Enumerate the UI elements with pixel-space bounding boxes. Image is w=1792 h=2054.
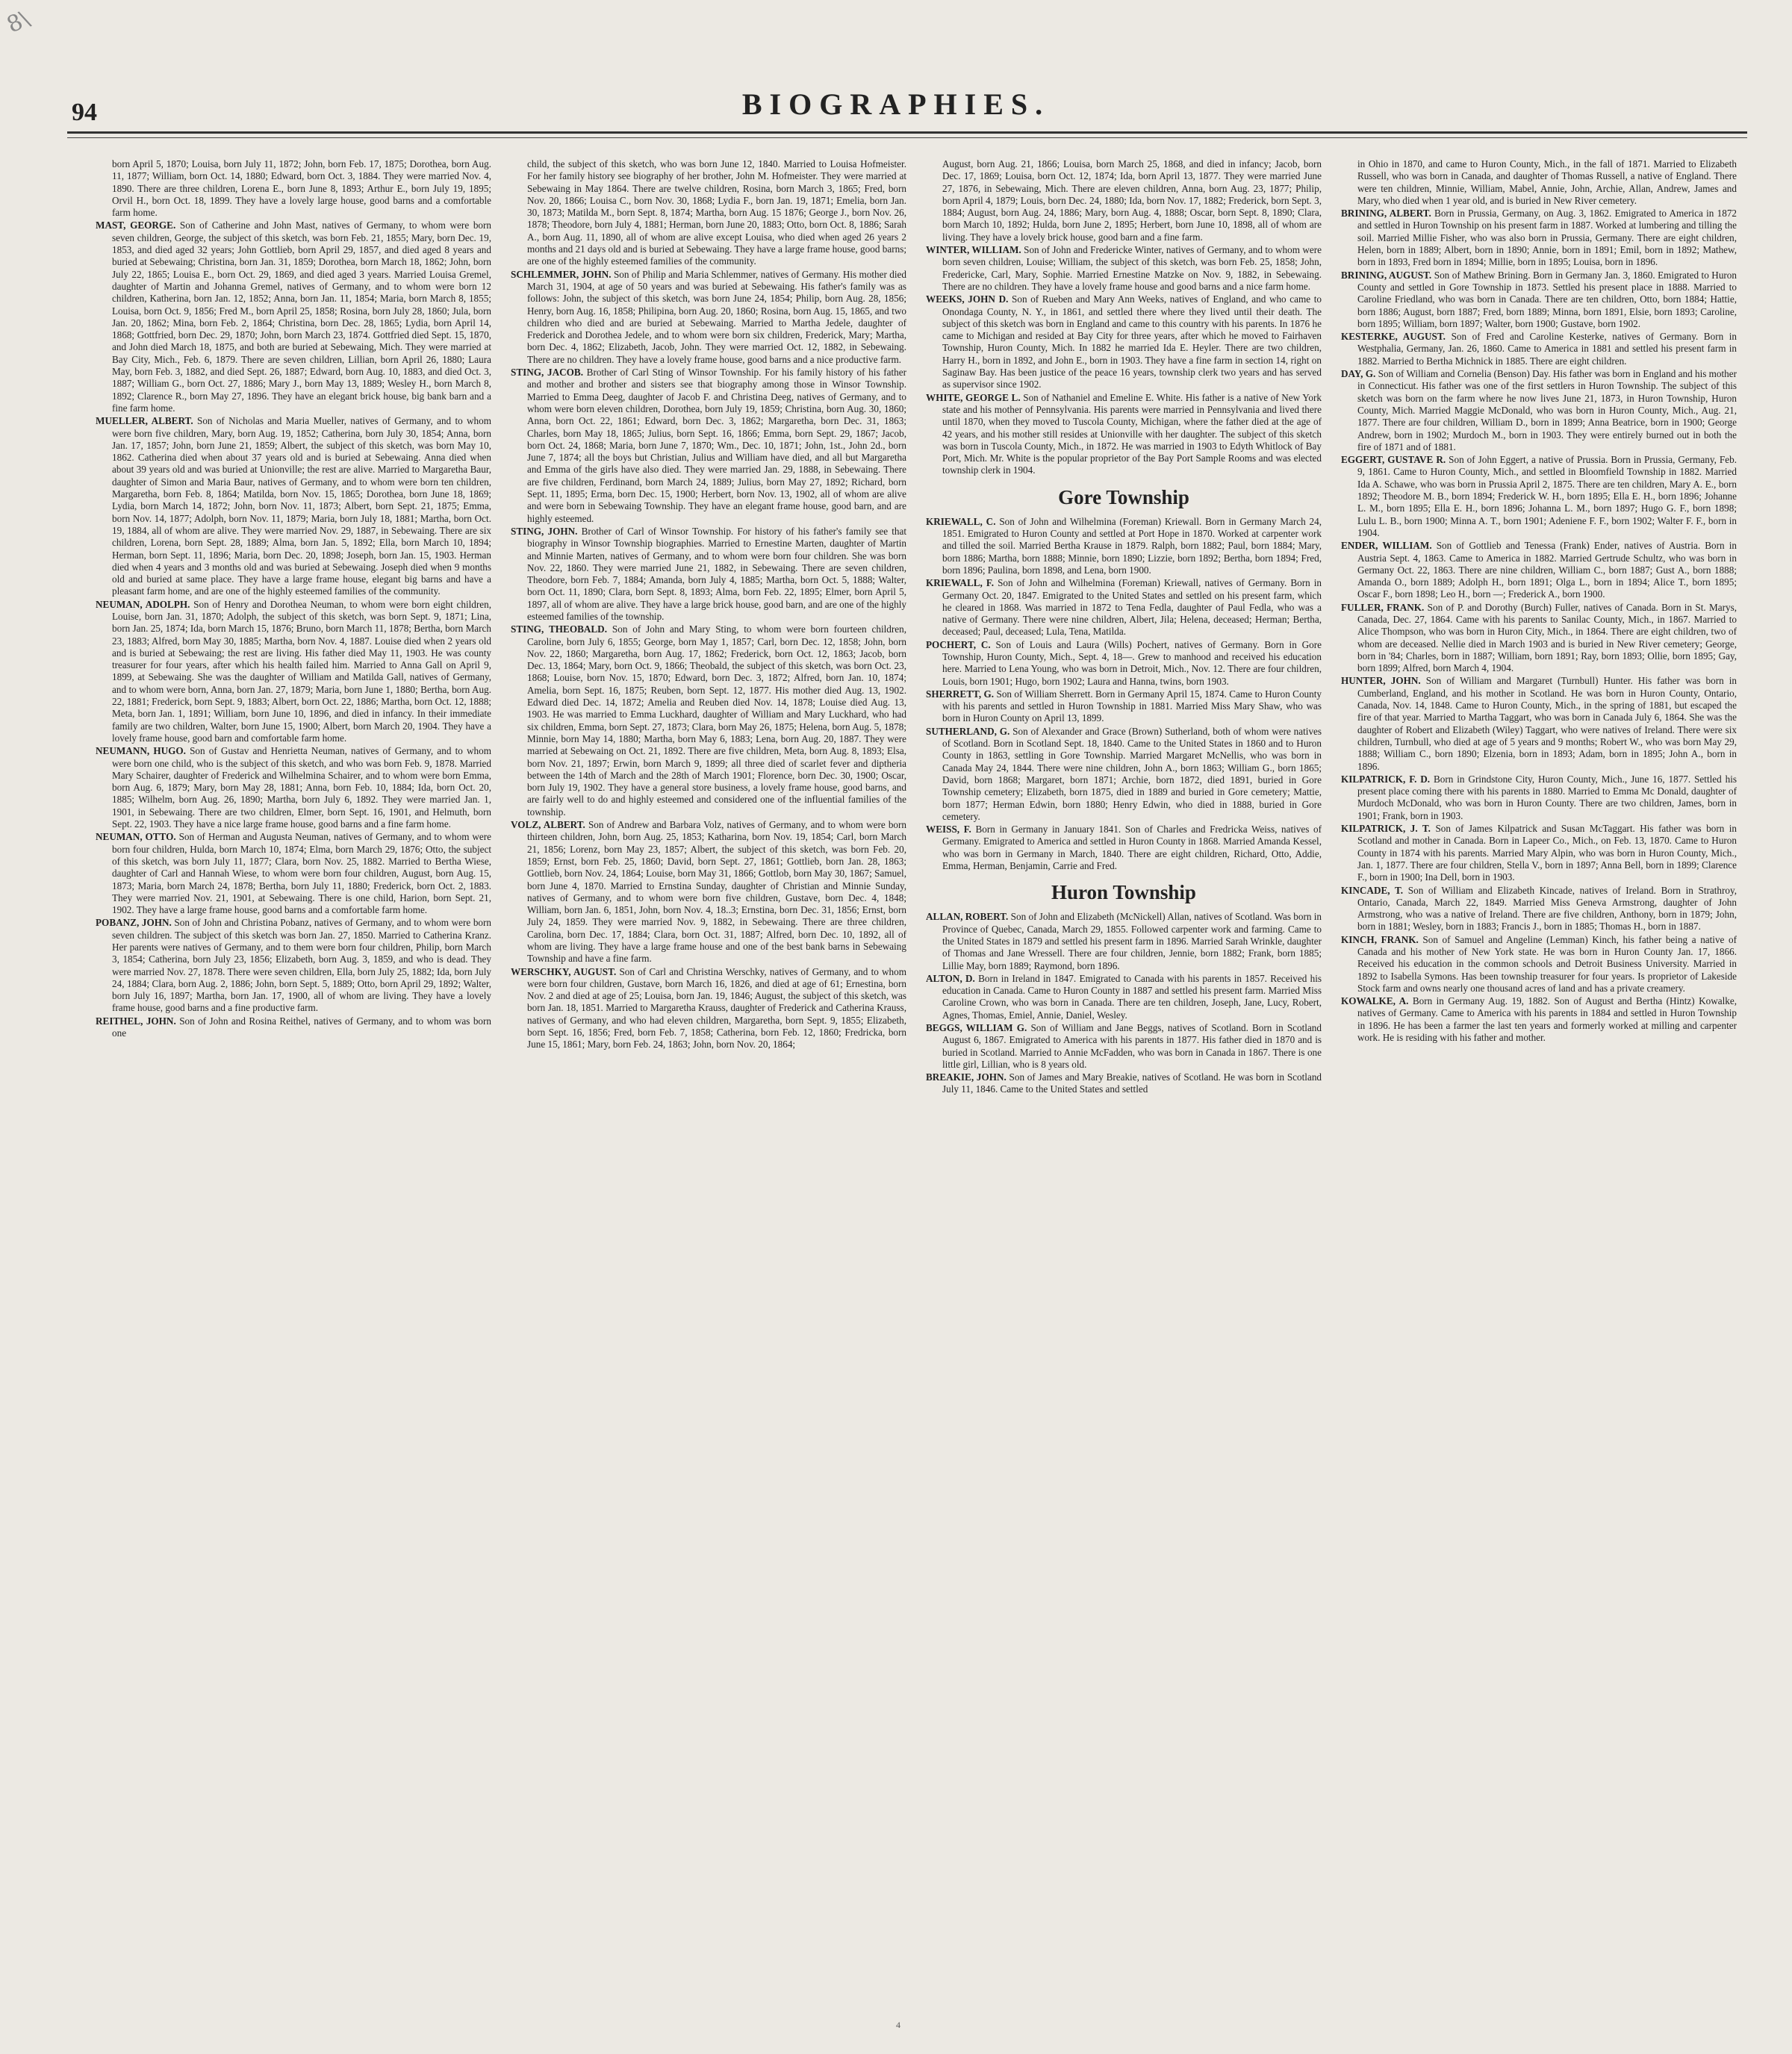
biography-entry (96, 745, 491, 830)
biography-entry (1341, 208, 1737, 268)
biography-text: Born in Ireland in 1847. Emigrated to Canada with his parents in 1857. Received his education in Canada. Came to Huron County in 1887 and settled his present farm. Married Miss Caroline Crown, who was born in Canada. There are ten children, Joseph, Jane, Lucy, Robert, Agnes, Thomas, Emiel, Annie, Daniel, Wesley. (942, 972, 1322, 1021)
biography-text: Son of John and Rosina Reithel, natives of Germany, and to whom was born one (112, 1015, 491, 1039)
biography-entry (926, 293, 1322, 390)
biography-text: Son of John and Wilhelmina (Foreman) Kriewall, natives of Germany. Born in Germany Oct. 20, 1847. Emigrated to the United States and settled on his present farm, which he cleared in 1868. Was married in 1872 to Tena Fedla, daughter of Paul Fedla, who was a native of Germany. There were nine children, Albert, Jila; Helena, deceased; Herman; Bertha, deceased; Paul, deceased; Lula, Tena, Matilda. (942, 577, 1322, 638)
biography-entry (1341, 270, 1737, 330)
biography-entry (926, 973, 1322, 1021)
biography-entry (96, 831, 491, 916)
biography-name: ALLAN, ROBERT. (926, 911, 1009, 923)
biography-name: NEUMANN, HUGO. (96, 745, 186, 757)
biography-text: Son of Andrew and Barbara Volz, natives of Germany, and to whom were born thirteen children, John, born Aug. 25, 1853; Katharina, born Nov. 19, 1854; Carl, born March 21, 1856; Lorenz, born May 23, 1857; Albert, the subject of this sketch, was born Feb. 20, 1859; Ernst, born Feb. 25, 1860; David, born Sept. 27, 1861; Gottlieb, born Jan. 28, 1863; Gottlieb, born Nov. 24, 1864; Louise, born May 31, 1866; Gottlob, born May 30, 1867; Samuel, born June 4, 1870. Married to Ernstina Sunday, daughter of Christian and Minnie Sunday, natives of Germany, and to whom were born five children, Gustave, born Dec. 4, 1848; William, born Jan. 6, 1851, John, born Nov. 4, 18..3; Ernstina, born Dec. 31, 1856; Ernst, born July 24, 1859. They were married Nov. 9, 1882, in Sebewaing. There are three children, Carolina, born Dec. 17, 1884; Clara, born Oct. 31, 1887; Alfred, born Dec. 10, 1892, all of whom are living. They have a large frame house and one of the best bank barns in Sebewaing Township and have a fine farm. (527, 819, 907, 965)
biography-name: WHITE, GEORGE L. (926, 391, 1021, 403)
biography-name: SHERRETT, G. (926, 688, 995, 700)
column-2 (511, 158, 906, 1052)
biography-text: Son of Herman and Augusta Neuman, natives of Germany, and to whom were born four children, Hulda, born March 10, 1874; Elma, born March 29, 1876; Otto, the subject of this sketch, was born July 11, 1877; Clara, born Nov. 25, 1882. Married to Bertha Wiese, daughter of Carl and Hannah Wiese, to whom were born four children, August, born Aug. 15, 1873; Maria, born March 24, 1878; Bertha, born July 11, 1880; Frederick, born Oct. 2, 1883. They were married Nov. 21, 1901, at Sebewaing. There is one child, Harion, born Sept. 21, 1902. They have a large frame house, good barns and a comfortable farm home. (112, 831, 492, 916)
footer-mark: 4 (896, 2020, 900, 2030)
biography-name: MUELLER, ALBERT. (96, 415, 193, 427)
biography-name: KILPATRICK, F. D. (1341, 773, 1431, 785)
biography-text: Son of Gottlieb and Tenessa (Frank) Ender, natives of Austria. Born in Austria Sept. 4, 1863. Came to America in 1882. Married Gertrude Schultz, who was born in Germany Oct. 22, 1863. There are nine children, William C., born 1887; Gust A., born 1888; Amanda O., born 1889; Adolph H., born 1891; Olga L., born in 1894; Alice T., born 1895; Oscar F., born 1898; Leo H., born —; Frederick A., born 1900. (1357, 540, 1737, 600)
biography-entry (926, 1022, 1322, 1071)
running-head: BIOGRAPHIES. (741, 87, 1051, 121)
biography-entry (926, 244, 1322, 293)
biography-text: Son of Carl and Christina Werschky, natives of Germany, and to whom were born four children, Gustave, born March 16, 1826, and died at age of 61; Ernestina, born Nov. 2 and died at age of 25; Louisa, born Jan. 19, 1846; August, the subject of this sketch, was born Jan. 18, 1851. Married to Margaretha Krauss, daughter of Frederick and Catherina Krauss, natives of Germany, and who had eleven children, Margaretha, born Sept. 9, 1855; Elizabeth, born Sept. 16, 1856; Fred, born Feb. 7, 1858; Catherina, born Feb. 12, 1860; Fredricka, born June 15, 1861; Mary, born Feb. 24, 1863; John, born Nov. 20, 1864; (527, 965, 906, 1051)
biography-name: POBANZ, JOHN. (96, 917, 172, 929)
biography-entry (511, 819, 906, 965)
biography-name: HUNTER, JOHN. (1341, 675, 1421, 687)
biography-name: ENDER, WILLIAM. (1341, 540, 1432, 552)
biography-text: Son of William Sherrett. Born in Germany April 15, 1874. Came to Huron County with his parents and settled in Huron Township in 1881. Married Miss Mary Shaw, who was born in Huron County on April 13, 1899. (942, 688, 1322, 724)
biography-text: Born in Germany in January 1841. Son of Charles and Fredricka Weiss, natives of Germany. Emigrated to America and settled in Huron County in 1868. Married Amanda Kessel, who was born in Germany in March, 1840. There are eight children, Richard, Otto, Addie, Emma, Herman, Benjamin, Carrie and Fred. (942, 824, 1322, 872)
biography-text: Son of Philip and Maria Schlemmer, natives of Germany. His mother died March 31, 1904, at age of 50 years and was buried at Sebewaing. His father's family was as follows: John, the subject of this sketch, was born June 24, 1854; Philip, born Aug. 28, 1856; Henry, born Aug. 16, 1858; Philipina, born Aug. 20, 1860; Rosina, born Aug. 15, 1865, and two children who died and are buried at Sebewaing. Married to Martha Jedele, daughter of Frederick and Dorothea Jedele, and to whom were born six children, Frederick, Mary; Martha, born Dec. 4, 1862; Elizabeth, Jacob, John. They were married Oct. 12, 1882, in Sebewaing. There are no children. They have a lovely frame house, good barns and a nice productive farm. (527, 268, 906, 365)
biography-name: BREAKIE, JOHN. (926, 1071, 1007, 1083)
biography-entry (1341, 454, 1737, 539)
biography-text: Son of John and Christina Pobanz, natives of Germany, and to whom were born seven children. The subject of this sketch was born Jan. 27, 1850. Married to Catherina Kranz. Her parents were natives of Germany, and to them were born four children, Philip, born March 3, 1854; Catherina, born July 23, 1856; Elizabeth, born Aug. 3, 1859, and who is dead. They were married Nov. 27, 1878. There were seven children, Ella, born July 25, 1882; Ida, born July 24, 1884; Clara, born Aug. 2, 1886; John, born Sept. 5, 1889; Otto, born April 29, 1892; Walter, born July 16, 1897; Martha, born Jan. 17, 1900, all of whom are living. They have a lovely frame house, good barns and a fine productive farm. (112, 917, 492, 1014)
biography-entry (511, 269, 906, 366)
biography-name: WINTER, WILLIAM. (926, 244, 1021, 256)
biography-name: SUTHERLAND, G. (926, 725, 1010, 737)
biography-entry (1341, 331, 1737, 367)
biography-entry (511, 623, 906, 818)
biography-name: VOLZ, ALBERT. (511, 819, 585, 831)
biography-text: Son of Louis and Laura (Wills) Pochert, natives of Germany. Born in Gore Township, Huron County, Mich., Sept. 4, 18—. Grew to manhood and received his education here. Married to Lena Young, who was born in Detroit, Mich., Nov. 12. There are four children, Louis, born 1901; Hugo, born 1902; Laura and Hanna, twins, born 1903. (942, 638, 1322, 687)
biography-text: Son of Nathaniel and Emeline E. White. His father is a native of New York state and his mother of Pennsylvania. His parents were married in Pennsylvania and lived there until 1870, when they moved to Tuscola County, Michigan, where the father died at the age of 42 years, and his mother still resides at Unionville with her daughter. The subject of this sketch was born in Tuscola County, Mich., in 1872. He was married in 1903 to Edyth Whitlock of Bay Port, Mich. Mr. White is the popular proprietor of the Bay Port Sample Rooms and was elected township clerk in 1904. (942, 391, 1322, 476)
header-rule (67, 131, 1747, 134)
biography-entry (511, 526, 906, 623)
column-4 (1341, 158, 1737, 1045)
biography-name: WEISS, F. (926, 824, 971, 835)
biography-text: Son of James and Mary Breakie, natives of Scotland. He was born in Scotland July 11, 1846. Came to the United States and settled (942, 1071, 1322, 1095)
biography-name: STING, THEOBALD. (511, 623, 608, 635)
biography-text: Son of John Eggert, a native of Prussia. Born in Prussia, Germany, Feb. 9, 1861. Came to Huron County, Mich., and settled in Bloomfield Township in 1882. Married Ida A. Schawe, who was born in Prussia April 2, 1875. There are ten children, Mary A. E., born 1892; Theodore M. B., born 1894; Frederick W. H., born 1895; Ella E. H., born 1896; Johanne L. M., born 1895; Ella E. H., born 1896; Johanna L. M., born 1897; Hugo G. F., born 1898; Lulu L. B., born 1900; Minna A. T., born 1901; Adeniene F. F., born 1902; Walter F. F., born in 1904. (1357, 454, 1737, 538)
biography-text: Son of Henry and Dorothea Neuman, to whom were born eight children, Louise, born Jan. 31, 1870; Adolph, the subject of this sketch, was born Sept. 9, 1871; Lina, born Jan. 25, 1874; Ida, born March 15, 1876; Bruno, born March 11, 1878; Bertha, born March 23, 1883; Alfred, born May 30, 1885; Martha, born Nov. 4, 1887. Louise died when 2 years old and is buried at Sebewaing; the rest are living. His father died May 11, 1903. He was county treasurer for four years, after which his health failed him. Married to Anna Gall on April 9, 1899, at Sebewaing. She was the daughter of William and Matilda Gall, natives of Germany, and to whom were born, Anna, born Jan. 27, 1879; Maria, born June 1, 1880; Bertha, born Aug. 22, 1881; Frederick, born Sept. 9, 1883; Albert, born Oct. 22, 1886; Martha, born Oct. 12, 1888; Meta, born Jan. 1, 1891; William, born June 10, 1896, and died in infancy. In their immediate family are two children, Walter, born June 15, 1900; Albert, born March 20, 1904. They have a lovely frame house, good barn and comfortable farm home. (112, 598, 492, 744)
biography-name: DAY, G. (1341, 368, 1376, 380)
biography-entry (926, 688, 1322, 725)
biography-entry (96, 220, 491, 414)
biography-entry (96, 917, 491, 1014)
biography-name: KESTERKE, AUGUST. (1341, 331, 1446, 343)
biography-entry (926, 577, 1322, 638)
biography-name: REITHEL, JOHN. (96, 1015, 176, 1027)
biography-entry (1341, 885, 1737, 933)
biography-text: Son of Samuel and Angeline (Lemman) Kinch, his father being a native of Canada and his mother of New York state. He was born in Huron County Jan. 17, 1866. Received his education in the common schools and Detroit Business University. Married in 1892 to Isabella Symons. Has been township treasurer for four years. Is proprietor of Lakeside Stock farm and owns nearly one thousand acres of land and has a private creamery. (1357, 933, 1737, 994)
biography-name: SCHLEMMER, JOHN. (511, 268, 612, 280)
biography-text: August, born Aug. 21, 1866; Louisa, born March 25, 1868, and died in infancy; Jacob, born Dec. 17, 1869; Louisa, born Oct. 12, 1874; Ida, born April 13, 1877. They were married June 27, 1876, in Sebewaing, Mich. There are eleven children, Anna, born Aug. 23, 1877; Philip, born April 4, 1879; Louis, born Dec. 24, 1880; Ida, born Nov. 17, 1882; Frederick, born Sept. 3, 1884; August, born Aug. 24, 1886; Mary, born Aug. 4, 1888; Oscar, born Sept. 8, 1890; Clara, born March 10, 1892; Hulda, born June 2, 1895; Herbert, born June 10, 1898, all of whom are living. They have a lovely brick house, good barn and a fine farm. (942, 158, 1322, 243)
biography-name: STING, JOHN. (511, 525, 578, 537)
biography-name: WERSCHKY, AUGUST. (511, 965, 617, 977)
biography-text: Son of P. and Dorothy (Burch) Fuller, natives of Canada. Born in St. Marys, Canada, Dec. 27, 1864. Came with his parents to Sanilac County, Mich., in 1867. Married to Alice Thompson, who was born in Huron City, Mich., in 1864. There are eight children, two of whom are deceased. Nellie died in March 1903 and is buried in New River cemetery; George, born in '84; Charles, born in 1887; William, born 1891; Ray, born 1893; Ollie, born 1895; Gay, born 1899; Alfred, born March 4, 1904. (1357, 601, 1737, 674)
biography-text: Son of William and Elizabeth Kincade, natives of Ireland. Born in Strathroy, Ontario, Canada, March 22, 1849. Married Miss Geneva Armstrong, daughter of John Armstrong, who was a native of Ireland. There are five children, Anthony, born in 1879; John, born in 1881; Wesley, born in 1883; Francis J., born in 1885; Thomas H., born in 1887. (1357, 884, 1737, 933)
biography-text: Son of Catherine and John Mast, natives of Germany, to whom were born seven children, George, the subject of this sketch, was born Feb. 21, 1855; Mary, born Dec. 19, 1853, and died aged 32 years; John Gottlieb, born April 29, 1857, and died aged 8 years and buried at Sebewaing; Christina, born Jan. 31, 1859; Dorothea, born March 18, 1862; John, born July 22, 1865; Louisa E., born Oct. 29, 1869, and died aged 3 years. Married Louisa Gremel, daughter of Martin and Johanna Gremel, natives of Germany, and to whom were born 12 children, Katherina, born Jan. 12, 1852; Anna, born Jan. 11, 1854; Maria, born March 8, 1855; Louisa, born Oct. 9, 1856; Fred M., born April 25, 1858; Rosina, born July 28, 1860; Jula, born Jan. 20, 1862; Mina, born Feb. 2, 1864; Christina, born Dec. 28, 1865; Lydia, born April 14, 1868; Gottfried, born Dec. 29, 1870; John, born March 23, 1874. Gottfried died Sept. 15, 1870, and John died March 18, 1875, and both are buried at Sebewaing, Mich. They were married at Bay City, Mich., Feb. 6, 1879. There are seven children, Lillian, born April 26, 1880; Laura May, born Feb. 3, 1882, and died Sept. 26, 1887; Edward, born Aug. 10, 1883, and died Oct. 3, 1887; William G., born Oct. 27, 1886; Mary J., born May 13, 1889; Wesley H., born March 8, 1892; Clarence R., born May 27, 1896. They have an elegant brick house, big bank barn and a fine farm home. (112, 220, 492, 414)
biography-text: Son of John and Elizabeth (McNickell) Allan, natives of Scotland. Was born in Province of Quebec, Canada, March 29, 1855. Followed carpenter work and farming. Came to the United States in 1879 and settled his present farm in 1896. Married Sarah Wrinkle, daughter of Thomas and Jane Wressell. There are four children, Jennie, born 1882; Frank, born 1885; Lillie May, born 1889; Raymond, born 1896. (942, 911, 1322, 971)
biography-name: BEGGS, WILLIAM G. (926, 1022, 1027, 1033)
biography-name: NEUMAN, OTTO. (96, 831, 176, 843)
biography-text: Son of William and Jane Beggs, natives of Scotland. Born in Scotland August 6, 1867. Emigrated to America with his parents in 1877. His father died in 1870 and is buried in Scotland. Married to Annie McFadden, who was born in Canada in 1867. There is one little girl, Lillian, who is 8 years old. (942, 1022, 1322, 1070)
biography-text: Son of Fred and Caroline Kesterke, natives of Germany. Born in Westphalia, Germany, Jan. 26, 1860. Came to America in 1881 and settled his present farm in 1882. Married to Bertha Michnick in 1885. There are eight children. (1357, 331, 1737, 367)
biography-entry (1341, 602, 1737, 675)
biography-continuation (511, 158, 906, 268)
column-1 (96, 158, 491, 1040)
biography-name: MAST, GEORGE. (96, 220, 176, 231)
biography-text: child, the subject of this sketch, who was born June 12, 1840. Married to Louisa Hofmeister. For her family history see biography of her brother, John M. Hofmeister. They were married at Sebewaing in May 1864. There are twelve children, Rosina, born March 3, 1865; Fred, born Nov. 20, 1866; Louisa C., born Nov. 30, 1868; Lydia F., born Jan. 19, 1871; Emelia, born Jan. 30, 1873; Matilda M., born Sept. 8, 1874; Martha, born Aug. 15 1876; George J., born Nov. 26, 1878; Theodore, born July 4, 1881; Herman, born June 20, 1883; Otto, born Oct. 8, 1886; Sarah A., born Aug. 11, 1890, all of whom are alive except Louisa, who died when aged 26 years 2 months and 21 days old and is buried at Sebewaing. They have a large frame house, good barns; are one of the highly esteemed families of the community. (527, 158, 906, 267)
biography-text: Son of John and Fredericke Winter, natives of Germany, and to whom were born seven children, Louise; William, the subject of this sketch, was born Feb. 25, 1858; John, Fredericke, Carl, Mary, Sophie. Married Ernestine Matzke on Nov. 9, 1882, in Sebewaing. There are no children. They have a lovely frame house and good barns and a nice farm home. (942, 244, 1322, 292)
biography-continuation (96, 158, 491, 219)
biography-entry (96, 1015, 491, 1040)
biography-name: NEUMAN, ADOLPH. (96, 598, 190, 610)
section-heading: Gore Township (1058, 485, 1189, 508)
biography-name: KINCH, FRANK. (1341, 933, 1419, 945)
biography-text: Son of Gustav and Henrietta Neuman, natives of Germany, and to whom were born one child, who is the subject of this sketch, and who was born Feb. 9, 1878. Married Mary Schairer, daughter of Frederick and Wilhelmina Schairer, and to whom were born Emma, born Aug. 6, 1879; Mary, born May 28, 1881; Anna, born Feb. 10, 1884; Ida, born Oct. 20, 1885; Wilhelm, born Aug. 26, 1890; Martha, born July 6, 1892. They were married Jan. 1, 1901, in Sebewaing. There are two children, Elmer, born Sept. 16, 1901, and Helmuth, born Sept. 22, 1903. They have a nice large frame house, good barns and a fine farm home. (112, 745, 491, 830)
biography-text: Son of Rueben and Mary Ann Weeks, natives of England, and who came to Onondaga County, N. Y., in 1861, and settled there where they lived until their death. The subject of this sketch was born in England and came to this country with his parents. In 1876 he came to Michigan and resided at Bay City for three years, after which he moved to Fairhaven Township, Huron County, Mich. In 1882 he married Ida E. Heyler. There are two children, Harry H., born in 1892, and John E., born in 1903. They have a fine farm in section 14, right on Saginaw Bay. Has been justice of the peace 16 years, township clerk two years and has served as supervisor since 1902. (942, 293, 1322, 390)
biography-entry (926, 516, 1322, 576)
biography-entry (96, 415, 491, 597)
biography-entry (926, 639, 1322, 688)
biography-text: Born in Prussia, Germany, on Aug. 3, 1862. Emigrated to America in 1872 and settled in Huron Township on his present farm in 1887. Worked at lumbering and tilling the soil. Married Millie Fisher, who was also born in Prussia, Germany. There are eight children, Helen, born in 1889; Albert, born in 1890; Annie, born in 1891; Emil, born in 1892; Mathew, born in 1893, Fred born in 1894; Millie, born in 1895; Louisa, born in 1896. (1357, 208, 1737, 268)
section-heading: Huron Township (1051, 881, 1196, 904)
biography-name: KRIEWALL, C. (926, 515, 996, 527)
biography-entry (511, 367, 906, 525)
biography-entry (926, 1071, 1322, 1096)
biography-entry (926, 911, 1322, 971)
biography-name: KOWALKE, A. (1341, 995, 1409, 1007)
page-number: 94 (72, 99, 97, 126)
biography-entry (926, 392, 1322, 477)
biography-text: in Ohio in 1870, and came to Huron County, Mich., in the fall of 1871. Married to Elizabeth Russell, who was born in Canada, and daughter of Thomas Russell, a native of England. There were ten children, Minnie, William, Mabel, Annie, John, Archie, Allan, Andrew, James and Mary, who died when 1 year old, and is buried in New River cemetery. (1357, 158, 1737, 206)
biography-entry (926, 824, 1322, 872)
header-rule-thin (67, 137, 1747, 138)
biography-text: Son of Mathew Brining. Born in Germany Jan. 3, 1860. Emigrated to Huron County and settled in Gore Township in 1873. Settled his present place in 1888. Married to Caroline Friedland, who was born in Canada. There are ten children, Otto, born 1884; Hattie, born 1886; August, born 1887; Fred, born 1889; Minna, born 1891, Elsie, born 1893; Caroline, born 1895; William, born 1897; Walter, born 1900; Gustave, born 1902. (1357, 269, 1737, 329)
biography-text: Son of John and Mary Sting, to whom were born fourteen children, Caroline, born July 6, 1855; George, born May 1, 1857; Carl, born Dec. 12, 1858; John, born Nov. 22, 1860; Margaretha, born Aug. 17, 1862; Frederick, born Oct. 12, 1863; Jacob, born Dec. 13, 1864; Mary, born Oct. 9, 1866; Theobald, the subject of this sketch, was born Oct. 23, 1868; Louise, born Nov. 15, 1870; Edward, born Dec. 3, 1872; Alfred, born Jan. 10, 1874; Amelia, born Sept. 16, 1875; Reuben, born Sept. 12, 1877. His mother died Aug. 13, 1902. Edward died Dec. 14, 1872; Amelia and Reuben died Nov. 14, 1878; Louise died Aug. 13, 1903. He was married to Emma Luckhard, daughter of William and Mary Luckhard, who had six children, Emma, born Sept. 27, 1873; Clara, born May 26, 1875; Helena, born Aug. 5, 1878; Minnie, born May 14, 1880; Martha, born May 6, 1883; Lena, born Aug. 20, 1887. They were married at Sebewaing on Oct. 21, 1892. There are five children, Meta, born Aug. 8, 1893; Elsa, born Nov. 21, 1897; Erwin, born March 9, 1899; all three died of scarlet fever and diptheria between the 14th of March and the 28th of March 1901; Florence, born Dec. 30, 1900; Oscar, born July 19, 1902. They have a general store business, a lovely frame house, good barns, and are fairly well to do and highly esteemed and considered one of the influential families of the township. (527, 623, 907, 818)
biography-name: POCHERT, C. (926, 638, 991, 650)
text-columns (96, 158, 1738, 2025)
biography-name: BRINING, ALBERT. (1341, 208, 1431, 220)
biography-name: BRINING, AUGUST. (1341, 269, 1432, 281)
biography-continuation (1341, 158, 1737, 207)
biography-entry (1341, 934, 1737, 995)
biography-name: STING, JACOB. (511, 367, 583, 379)
biography-entry (1341, 774, 1737, 822)
biography-text: Son of James Kilpatrick and Susan McTaggart. His father was born in Scotland and mother in Canada. Born in Lapeer Co., Mich., on Feb. 13, 1870. Came to Huron County in 1874 with his parents. Married Mary Alpin, who was born in Huron County, Mich., Jan. 1, 1877. There are four children, Stella V., born in 1897; Anna Bell, born in 1899; Clarence F., born in 1900; Ina Dell, born in 1903. (1357, 823, 1737, 883)
biography-name: EGGERT, GUSTAVE R. (1341, 454, 1446, 466)
biography-text: Son of William and Margaret (Turnbull) Hunter. His father was born in Cumberland, England, and his mother in Scotland. He was born in Huron County, Ontario, Canada, Nov. 14, 1848. Came to Huron County, Mich., in the spring of 1881, but escaped the fire of that year. Married to Martha Taggart, who was born in Canada July 6, 1864. She was the daughter of Robert and Elizabeth (Wiley) Taggart, who were natives of Ireland. There were six children, Turnbull, who died at age of 5 years and 9 months; Robert W., who was born May 29, 1888; William C., born 1890; Elzenia, born in 1893; Adam, born in 1895; John A., born in 1896. (1357, 675, 1737, 772)
biography-name: KINCADE, T. (1341, 884, 1404, 896)
biography-text: Son of Alexander and Grace (Brown) Sutherland, both of whom were natives of Scotland. Born in Scotland Sept. 18, 1840. Came to the United States in 1860 and to Huron County in 1863, settling in Gore Township. Married Margaret McNellis, who was born in Canada May 24, 1844. There were nine children, John A., born 1863; William G., born 1865; David, born 1868; Margaret, born 1871; Archie, born 1872, died 1891, buried in Gore Township cemetery; Elizabeth, born 1875, died in 1889 and buried in Gore cemetery; Mattie, born 1877; Herman Edwin, born 1880; Henry Edwin, who died in 1888, buried in Gore cemetery. (942, 725, 1322, 822)
biography-name: KILPATRICK, J. T. (1341, 823, 1431, 835)
biography-entry (926, 726, 1322, 823)
margin-pencil-note: 8\ (2, 5, 34, 39)
biography-entry (511, 966, 906, 1051)
column-3 (926, 158, 1322, 1097)
biography-text: Son of John and Wilhelmina (Foreman) Kriewall. Born in Germany March 24, 1851. Emigrated to Huron County and settled at Port Hope in 1870. Worked at carpenter work and tilled the soil. Married Bertha Krause in 1879. Ralph, born 1882; Paul, born 1884; Mary, born 1886; Martha, born 1888; Minnie, born 1890; Lizzie, born 1892; Bertha, born 1894; Fred, born 1896; Paulina, born 1898, and Lena, born 1900. (942, 515, 1322, 576)
biography-entry (96, 599, 491, 745)
biography-entry (1341, 823, 1737, 883)
biography-text: Born in Grindstone City, Huron County, Mich., June 16, 1877. Settled his present place coming there with his parents in 1880. Married to Emma Mc Donald, daughter of Murdoch McDonald, who was born in Huron County. There are two children, James, born in 1901; Frank, born in 1903. (1357, 773, 1737, 821)
biography-text: Son of Nicholas and Maria Mueller, natives of Germany, and to whom were born five children, Mary, born Aug. 19, 1852; Catherina, born July 30, 1854; Anna, born Jan. 17, 1857; John, born June 21, 1859; Albert, the subject of this sketch, was born May 10, 1862. Catherina died when about 37 years old and is buried at Sebewaing. Anna died when about 39 years old and was buried at Unionville; the rest are alive. Married to Margaretha Baur, daughter of Simon and Maria Baur, natives of Germany, and to whom were born ten children, Margaretha, born Feb. 8, 1864; Matilda, born Nov. 15, 1865; Dorothea, born June 18, 1869; Lydia, born March 14, 1872; John, born Nov. 11, 1873; Albert, born Sept. 21, 1875; Emma, born Nov. 14, 1877; Adolph, born Nov. 11, 1879; Maria, born July 18, 1881; Martha, born Oct. 19, 1884, all of whom are alive. They were married Nov. 29, 1887, in Sebewaing. There are six children, Lorena, born Sept. 28, 1889; Alma, born Jan. 5, 1892; Ella, born March 10, 1894; Herman, born Sept. 11, 1896; Maria, born Dec. 20, 1898; Joseph, born Jan. 15, 1903. Herman died when 4 years and 3 months old and was buried at Sebewaing. Joseph died when 9 months old and buried at same place. They have a large frame house, elegant big barns and have a pleasant farm home, and are one of the highly esteemed families of the community. (112, 415, 492, 597)
biography-name: FULLER, FRANK. (1341, 601, 1425, 613)
biography-name: KRIEWALL, F. (926, 577, 995, 589)
biography-text: Brother of Carl Sting of Winsor Township. For his family history of his father and mother and brother and sisters see that biography among those in Winsor Township. Married to Emma Deeg, daughter of Jacob F. and Christina Deeg, natives of Germany, and to whom were born eleven children, Dorothea, born July 19, 1859; Christina, born Aug. 30, 1860; Anna, born Oct. 22, 1861; Edward, born Dec. 3, 1862; Margaretha, born Dec. 31, 1863; Charles, born May 18, 1865; Julius, born Sept. 16, 1866; Emma, born Sept. 29, 1867; Jacob, born Oct. 24, 1868; Maria, born June 7, 1870; Wm., Dec. 10, 1871; John, 1st., John 2d., born June 7, 1874; all the boys but Christian, Julius and William have died, and all but Margaretha and Emma of the girls have also died. They were married Jan. 29, 1888, in Sebewaing. There are five children, Ferdinand, born March 24, 1889; Julius, born May 27, 1892; Richard, born Sept. 11, 1895; Erma, born Dec. 15, 1900; Herbert, born Nov. 13, 1902, all of whom are alive and were born in Sebewaing Township. They have an elegant frame house, good barn, and are highly esteemed. (527, 367, 906, 524)
biography-text: Brother of Carl of Winsor Township. For history of his father's family see that biography in Winsor Township biographies. Married to Ernestine Marten, daughter of Martin and Minnie Marten, natives of Germany, and to whom were born four children. She was born Nov. 22, 1860. They were married June 21, 1882, in Sebewaing. There are seven children, Theodore, born Feb. 7, 1884; Amanda, born July 4, 1885; Martha, born Oct. 5, 1888; Walter, born Oct. 11, 1890; Clara, born Sept. 8, 1893; Alma, born Feb. 22, 1895; Elmer, born April 5, 1897, all of whom are alive. They have a large brick house, good barn, and are one of the highly esteemed families of the township. (527, 525, 906, 622)
biography-name: WEEKS, JOHN D. (926, 293, 1009, 305)
biography-entry (1341, 540, 1737, 600)
biography-text: Son of William and Cornelia (Benson) Day. His father was born in England and his mother in Connecticut. His father was one of the first settlers in Huron Township. The subject of this sketch was born on the farm where he now lives June 21, 1873, in Huron Township, Huron County, Mich. Married Maggie McDonald, who was born in Huron County, Mich., Aug. 21, 1877. There are four children, William D., born in 1899; Anna Beatrice, born in 1900; George Andrew, born in 1902; Murdoch M., born in 1903. They were entirely burned out in both the fire of 1871 and of 1881. (1357, 368, 1737, 452)
biography-continuation (926, 158, 1322, 243)
biography-text: Born in Germany Aug. 19, 1882. Son of August and Bertha (Hintz) Kowalke, natives of Germany. Came to America with his parents in 1884 and settled in Huron Township in 1896. He has been a farmer the last ten years and formerly worked at milling and carpenter work. He is residing with his father and mother. (1357, 995, 1737, 1044)
biography-entry (1341, 675, 1737, 772)
biography-name: ALTON, D. (926, 972, 975, 984)
biography-entry (1341, 995, 1737, 1044)
biography-entry (1341, 368, 1737, 453)
biography-text: born April 5, 1870; Louisa, born July 11, 1872; John, born Feb. 17, 1875; Dorothea, born Aug. 11, 1877; William, born Oct. 14, 1880; Edward, born Oct. 3, 1884. They were married Nov. 4, 1890. There are three children, Lorena E., born June 8, 1893; Arthur E., born July 19, 1895; Orvil H., born Oct. 18, 1899. They have a lovely large house, good barns and a comfortable farm home. (112, 158, 491, 219)
